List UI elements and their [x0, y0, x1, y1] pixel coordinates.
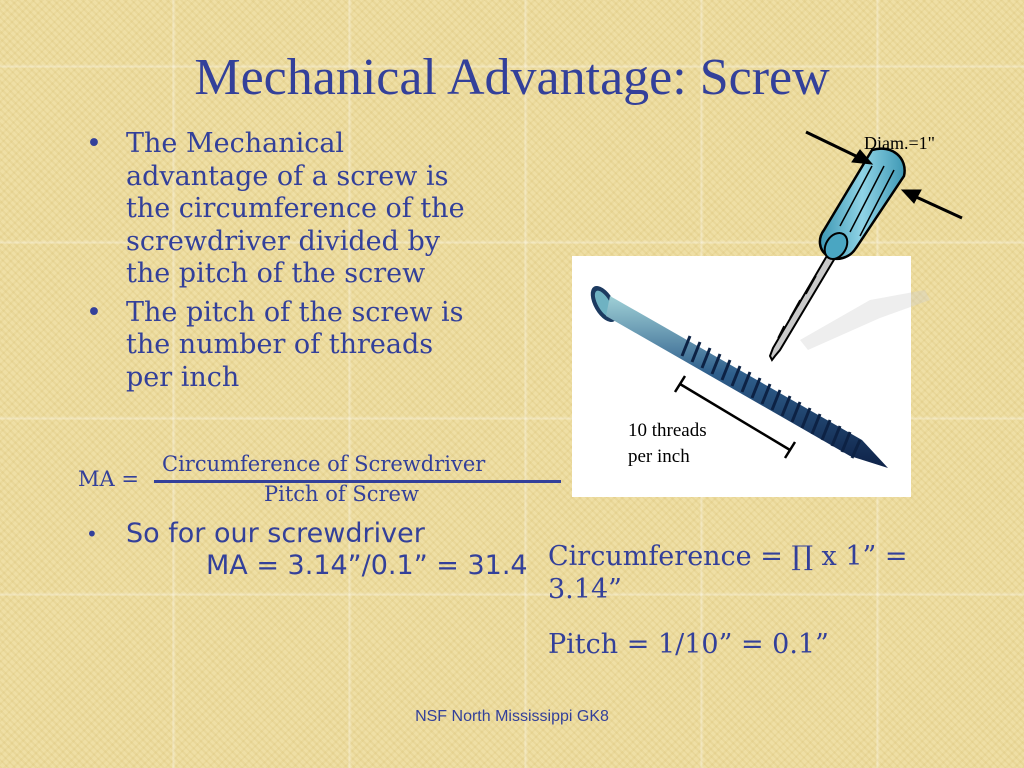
- footer-text: NSF North Mississippi GK8: [415, 708, 609, 725]
- diameter-label: Diam.=1": [864, 133, 935, 153]
- pitch-text: Pitch = 1/10” = 0.1”: [548, 629, 829, 660]
- threads-per-inch-label: [628, 418, 707, 470]
- bullet-marker: •: [86, 128, 102, 159]
- ma-calculation: MA = 3.14”/0.1” = 31.4: [206, 550, 528, 581]
- bullet-text: So for our screwdriver: [126, 518, 425, 549]
- bullet-text: The Mechanical advantage of a screw is the circumference of the screwdriver divided by the pitch of the screw: [126, 128, 465, 289]
- formula-denominator: Pitch of Screw: [264, 482, 419, 506]
- screwdriver-shadow: [800, 290, 930, 350]
- bullet-marker: •: [86, 522, 98, 546]
- formula-label: MA =: [78, 467, 139, 491]
- formula-numerator: Circumference of Screwdriver: [162, 452, 486, 476]
- bullet-marker: •: [86, 296, 102, 328]
- slide-title: Mechanical Advantage: Screw: [194, 49, 830, 106]
- circumference-text: Circumference = ∏ x 1” = 3.14”: [548, 541, 908, 605]
- threads-label-line1: 10 threads: [628, 420, 707, 441]
- threads-label-line2: per inch: [628, 446, 690, 467]
- bullet-text: The pitch of the screw is the number of threads per inch: [126, 296, 464, 393]
